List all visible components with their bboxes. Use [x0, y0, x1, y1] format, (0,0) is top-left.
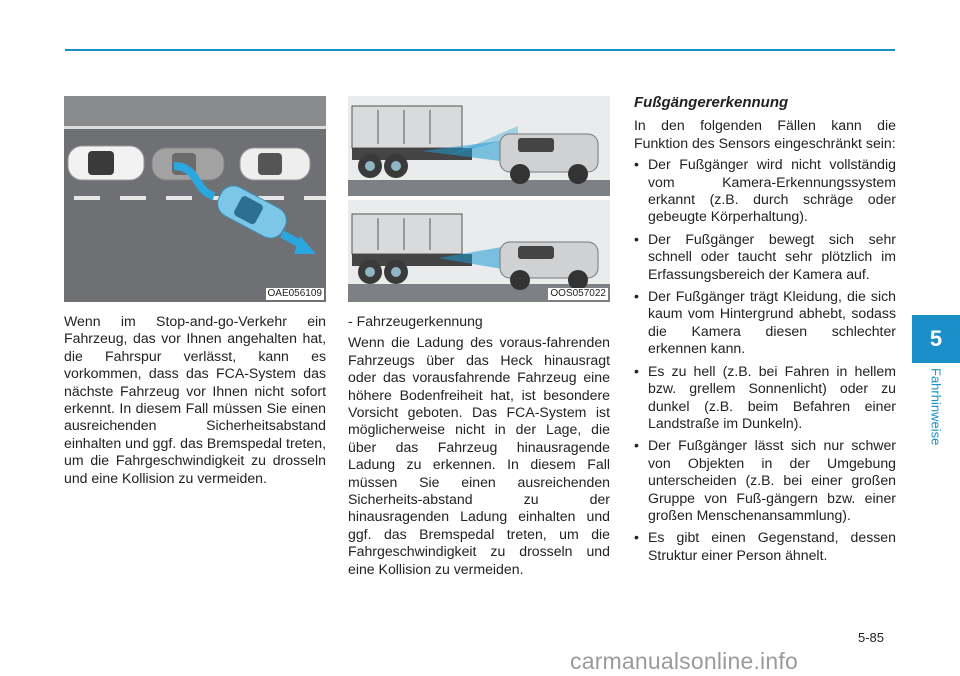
bullet-icon: •: [634, 362, 639, 379]
middle-paragraph: Wenn die Ladung des voraus-fahrenden Fahrzeugs über das Heck hinausragt oder das vorausfahrende Fahrzeug eine höhere Bodenfreiheit hat, ist besondere Vorsicht geboten. Das FCA-System ist möglicherweise nicht in der Lage, die über das Fahrzeug hinausragende Ladung zu erkennen. In diesem Fall müssen Sie einen ausreichenden Sicherheits-abstand zu der hinausragenden Ladung einhalten und ggf. das Bremspedal treten, um die Fahrgeschwindigkeit zu drosseln und eine Kollision zu vermeiden.: [348, 334, 610, 577]
bullet-icon: •: [634, 437, 639, 454]
watermark: carmanualsonline.info: [570, 648, 798, 674]
bullet-list: [634, 156, 896, 564]
list-item: • Es gibt einen Gegenstand, dessen Struktur einer Person ähnelt.: [634, 529, 896, 563]
bullet-icon: •: [634, 230, 639, 247]
figure-truck-detection: [348, 96, 610, 302]
item-title: - Fahrzeugerkennung: [348, 313, 483, 329]
figure-lane-change: [64, 96, 326, 302]
bullet-icon: •: [634, 529, 639, 546]
list-item: • Der Fußgänger bewegt sich sehr schnell oder taucht sehr plötzlich im Erfassungsbereich der Kamera auf.: [634, 230, 896, 282]
list-item: • Der Fußgänger wird nicht vollständig vom Kamera-Erkennungssystem erkannt (z.B. durch schräge oder gebeugte Körperhaltung).: [634, 156, 896, 225]
bullet-icon: •: [634, 288, 639, 305]
intro-paragraph: In den folgenden Fällen kann die Funktion des Sensors eingeschränkt sein:: [634, 117, 896, 151]
left-column: [64, 313, 326, 491]
car-ahead-icon: [68, 146, 144, 180]
right-column: [634, 94, 896, 569]
section-heading: Fußgängererkennung: [634, 94, 789, 111]
figure-code-middle: OOS057022: [550, 288, 606, 299]
chapter-tab[interactable]: 5: [912, 315, 960, 363]
middle-column: [348, 313, 610, 582]
figure-code-left: OAE056109: [267, 288, 322, 299]
list-item: • Der Fußgänger trägt Kleidung, die sich kaum vom Hintergrund abhebt, sodass die Kamera diesen schlechter erkennen kann.: [634, 288, 896, 357]
top-rule: [65, 49, 895, 51]
chapter-label: Fahrhinweise: [928, 368, 944, 446]
bullet-icon: •: [634, 156, 639, 173]
page-number: 5-85: [858, 630, 885, 645]
list-item: • Der Fußgänger lässt sich nur schwer von Objekten in der Umgebung unterscheiden (z.B. bei einer großen Gruppe von Fuß-gängern bzw. einer großen Menschenansammlung).: [634, 437, 896, 523]
left-paragraph: Wenn im Stop-and-go-Verkehr ein Fahrzeug, das vor Ihnen angehalten hat, die Fahrspur verlässt, kann es vorkommen, dass das FCA-System das nächste Fahrzeug vor Ihnen nicht sofort erkennt. In diesem Fall müssen Sie einen ausreichenden Sicherheitsabstand einhalten und ggf. das Bremspedal treten, um die Fahrgeschwindigkeit zu drosseln und eine Kollision zu vermeiden.: [64, 313, 326, 486]
list-item: • Es zu hell (z.B. bei Fahren in hellem bzw. grellem Sonnenlicht) oder zu dunkel (z.B. beim Befahren einer Landstraße im Dunkeln).: [634, 362, 896, 431]
